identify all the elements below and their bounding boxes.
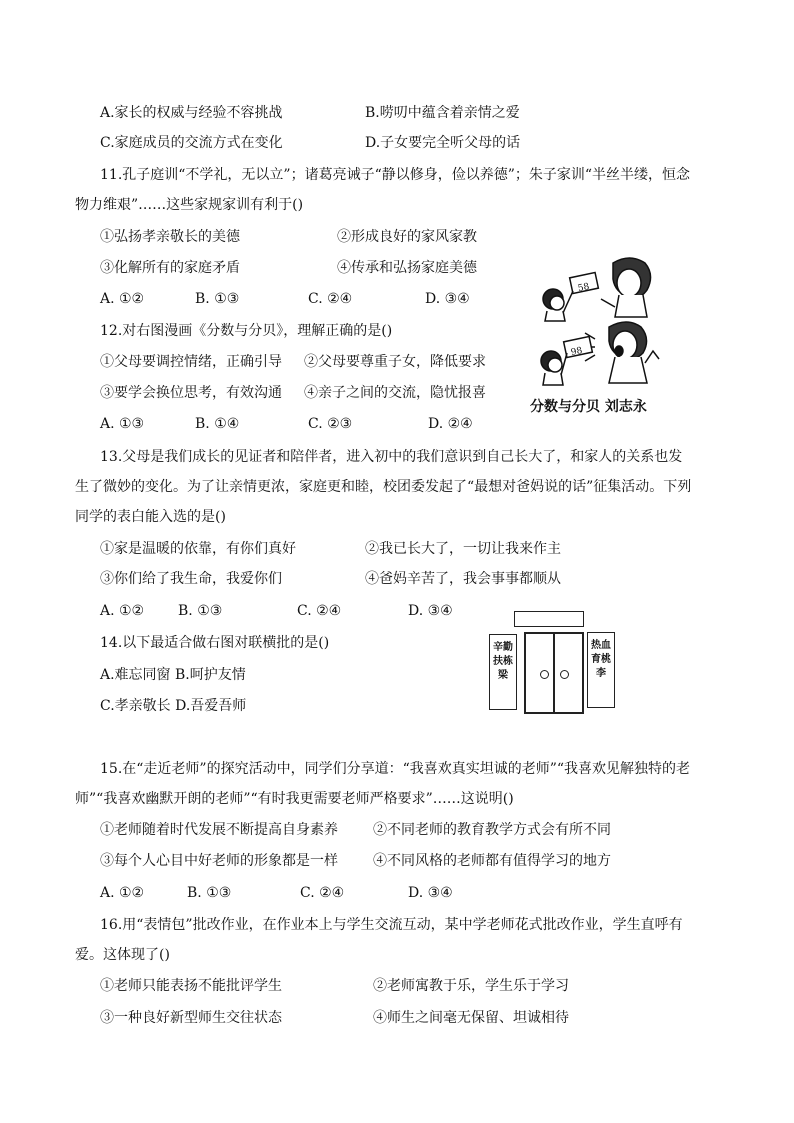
q12-statement-4: ④亲子之间的交流，隐忧报喜 bbox=[304, 385, 486, 401]
q10-option-b: B.唠叨中蕴含着亲情之爱 bbox=[365, 105, 520, 121]
door-knob-left bbox=[540, 670, 549, 679]
q12-stem: 12.对右图漫画《分数与分贝》，理解正确的是() bbox=[100, 323, 393, 339]
q15-choice-a: A. ①② bbox=[100, 885, 145, 901]
q15-choice-c: C. ②④ bbox=[300, 885, 345, 901]
q10-option-c: C.家庭成员的交流方式在变化 bbox=[100, 135, 283, 151]
q11-choice-c: C. ②④ bbox=[308, 291, 353, 307]
q15-statement-2: ②不同老师的教育教学方式会有所不同 bbox=[373, 822, 611, 838]
q14-stem: 14.以下最适合做右图对联横批的是() bbox=[100, 635, 330, 651]
q14-options-ab: A.难忘同窗 B.呵护友情 bbox=[100, 667, 246, 683]
q12-statement-3: ③要学会换位思考，有效沟通 bbox=[100, 385, 282, 401]
q10-option-a: A.家长的权威与经验不容挑战 bbox=[100, 105, 283, 121]
q15-statement-3: ③每个人心目中好老师的形象都是一样 bbox=[100, 853, 338, 869]
q13-choice-c: C. ②④ bbox=[297, 603, 342, 619]
parent-child-cartoon bbox=[535, 255, 665, 390]
q11-choice-a: A. ①② bbox=[100, 291, 145, 307]
q13-choice-d: D. ③④ bbox=[408, 603, 453, 619]
couplet-right-scroll bbox=[587, 632, 615, 708]
q13-choice-b: B. ①③ bbox=[178, 603, 223, 619]
couplet-horizontal-blank bbox=[514, 611, 584, 627]
cartoon-paper-score-top: 58 bbox=[577, 281, 591, 295]
door-knob-right bbox=[560, 670, 569, 679]
couplet-left-text: 辛勤扶栋梁 bbox=[493, 642, 513, 681]
cartoon-caption: 分数与分贝 刘志永 bbox=[530, 399, 647, 415]
q11-statement-4: ④传承和弘扬家庭美德 bbox=[337, 260, 477, 276]
couplet-left-scroll bbox=[489, 634, 517, 710]
q10-option-d: D.子女要完全听父母的话 bbox=[365, 135, 521, 151]
q16-statement-4: ④师生之间毫无保留、坦诚相待 bbox=[373, 1010, 569, 1026]
q15-stem: 15.在“走近老师”的探究活动中，同学们分享道：“我喜欢真实坦诚的老师”“我喜欢见解独特的老师”“我喜欢幽默开朗的老师”“有时我更需要老师严格要求”……这说明() bbox=[75, 761, 691, 807]
q12-statement-1: ①父母要调控情绪，正确引导 bbox=[100, 354, 282, 370]
q15-choice-d: D. ③④ bbox=[408, 885, 453, 901]
couplet-right-text: 热血育桃李 bbox=[591, 640, 611, 679]
q11-stem: 11.孔子庭训“不学礼，无以立”；诸葛亮诫子“静以修身，俭以养德”；朱子家训“半丝半缕，恒念物力维艰”……这些家规家训有利于() bbox=[75, 167, 691, 213]
q14-options-cd: C.孝亲敬长 D.吾爱吾师 bbox=[100, 698, 247, 714]
q16-statement-3: ③一种良好新型师生交往状态 bbox=[100, 1010, 282, 1026]
q11-statement-2: ②形成良好的家风家教 bbox=[337, 229, 477, 245]
q12-choice-d: D. ②④ bbox=[428, 416, 473, 432]
q11-choice-b: B. ①③ bbox=[195, 291, 240, 307]
door-divider bbox=[553, 634, 555, 712]
q13-choice-a: A. ①② bbox=[100, 603, 145, 619]
cartoon-paper-score-bottom: 98 bbox=[570, 345, 584, 359]
q12-statement-2: ②父母要尊重子女，降低要求 bbox=[304, 354, 486, 370]
q15-statement-1: ①老师随着时代发展不断提高自身素养 bbox=[100, 822, 338, 838]
q16-stem: 16.用“表情包”批改作业，在作业本上与学生交流互动，某中学老师花式批改作业，学生直呼有爱。这体现了() bbox=[75, 917, 683, 963]
q15-choice-b: B. ①③ bbox=[187, 885, 232, 901]
q13-statement-2: ②我已长大了，一切让我来作主 bbox=[365, 541, 561, 557]
q16-statement-2: ②老师寓教于乐，学生乐于学习 bbox=[373, 978, 569, 994]
q12-choice-a: A. ①③ bbox=[100, 416, 145, 432]
double-door bbox=[524, 632, 584, 714]
q11-choice-d: D. ③④ bbox=[425, 291, 470, 307]
q16-statement-1: ①老师只能表扬不能批评学生 bbox=[100, 978, 282, 994]
q13-statement-1: ①家是温暖的依靠，有你们真好 bbox=[100, 541, 296, 557]
q13-stem: 13.父母是我们成长的见证者和陪伴者，进入初中的我们意识到自己长大了，和家人的关系也发生了微妙的变化。为了让亲情更浓，家庭更和睦，校团委发起了“最想对爸妈说的话”征集活动。下列同学的表白能入选的是() bbox=[75, 449, 692, 525]
q11-statement-1: ①弘扬孝亲敬长的美德 bbox=[100, 229, 240, 245]
q13-statement-4: ④爸妈辛苦了，我会事事都顺从 bbox=[365, 571, 561, 587]
q13-statement-3: ③你们给了我生命，我爱你们 bbox=[100, 571, 282, 587]
q15-statement-4: ④不同风格的老师都有值得学习的地方 bbox=[373, 853, 611, 869]
q12-choice-b: B. ①④ bbox=[195, 416, 240, 432]
q12-choice-c: C. ②③ bbox=[308, 416, 353, 432]
q11-statement-3: ③化解所有的家庭矛盾 bbox=[100, 260, 240, 276]
